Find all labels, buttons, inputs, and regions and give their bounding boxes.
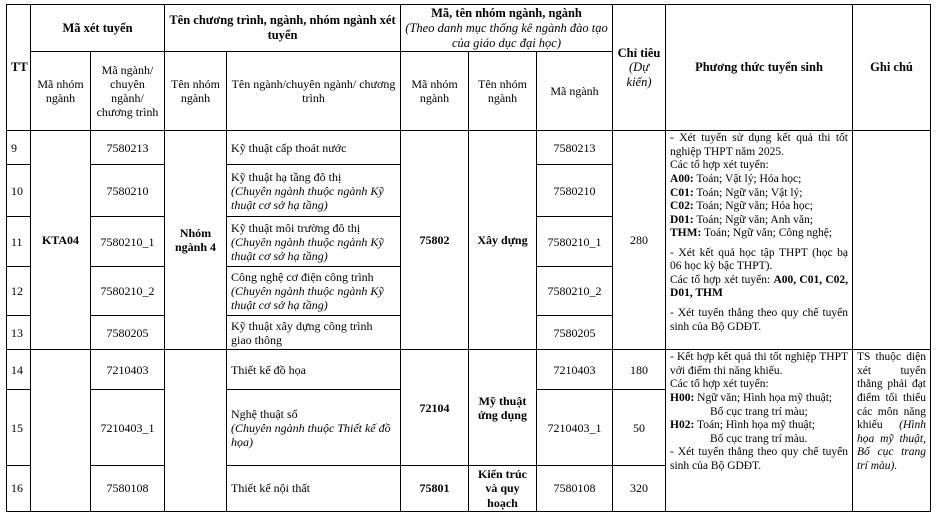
group-ma-nhom-empty — [31, 350, 91, 511]
row-ma-nganh: 7580210_2 — [537, 267, 613, 316]
row-ten: Kỹ thuật cấp thoát nước — [227, 131, 401, 165]
method-cell-2: - Kết hợp kết quả thi tốt nghiệp THPT với điểm thi năng khiếu. Các tổ hợp xét tuyển: H00: Ngữ văn; Hình họa mỹ thuật; Bố cục trang trí màu; H02: Toán; Hình họa mỹ thuật; Bố cục trang trí màu. - Xét tuyển thẳng theo quy chế tuyển sinh của Bộ GDĐT. — [666, 350, 853, 511]
admission-table — [6, 4, 931, 512]
row-ma-nganh: 7210403_1 — [537, 390, 613, 466]
note-cell-2: TS thuộc diện xét tuyển thẳng phải đạt điểm tối thiểu các môn năng khiếu (Hình họa mỹ thuật, Bố cục trang trí màu). — [853, 350, 931, 511]
row-ma: 7580210 — [91, 165, 165, 217]
row-chi-tieu: 180 — [613, 350, 666, 390]
row-ma: 7580213 — [91, 131, 165, 165]
header-ghi-chu: Ghi chú — [853, 5, 931, 131]
row-ma-nganh: 7580108 — [537, 466, 613, 511]
row-ten-nhom-tk: Kiến trúc và quy hoạch — [469, 466, 537, 511]
row-ma-nganh: 7210403 — [537, 350, 613, 390]
row-chi-tieu: 50 — [613, 390, 666, 466]
header-ten-chuong-trinh: Tên chương trình, ngành, nhóm ngành xét tuyển — [165, 5, 401, 52]
subheader-ma-nganh: Mã ngành — [537, 52, 613, 131]
row-ma-nganh: 7580210 — [537, 165, 613, 217]
table-row — [7, 131, 931, 165]
row-tt: 14 — [7, 350, 31, 390]
row-tt: 12 — [7, 267, 31, 316]
subheader-ten-nhom-nganh-2: Tên nhóm ngành — [469, 52, 537, 131]
note-cell-1 — [853, 131, 931, 350]
header-ma-ten-nhom: Mã, tên nhóm ngành, ngành (Theo danh mục thống kê ngành đào tạo của giáo dục đại học) — [401, 5, 613, 52]
group-ma-nhom: KTA04 — [31, 131, 91, 350]
row-ten: Kỹ thuật hạ tầng đô thị (Chuyên ngành thuộc ngành Kỹ thuật cơ sở hạ tầng) — [227, 165, 401, 217]
row-tt: 15 — [7, 390, 31, 466]
group-ma-nhom-tk: 75802 — [401, 131, 469, 350]
subheader-ma-nhom-nganh: Mã nhóm ngành — [31, 52, 91, 131]
subheader-ten-nhom-nganh: Tên nhóm ngành — [165, 52, 227, 131]
row-ma: 7580210_1 — [91, 217, 165, 267]
subheader-ten-nganh-chuyen: Tên ngành/chuyên ngành/ chương trình — [227, 52, 401, 131]
row-ma: 7210403 — [91, 350, 165, 390]
row-ten: Thiết kế nội thất — [227, 466, 401, 511]
row-ma: 7580108 — [91, 466, 165, 511]
group-ten-nhom-tk: Xây dựng — [469, 131, 537, 350]
header-phuong-thuc: Phương thức tuyển sinh — [666, 5, 853, 131]
row-ma: 7580205 — [91, 316, 165, 350]
row-tt: 13 — [7, 316, 31, 350]
group-ten-nhom: Nhóm ngành 4 — [165, 131, 227, 350]
table-row — [7, 350, 931, 390]
group-ten-nhom-tk-2: Mỹ thuật ứng dụng — [469, 350, 537, 466]
row-ten: Kỹ thuật môi trường đô thị (Chuyên ngành thuộc ngành Kỹ thuật cơ sở hạ tầng) — [227, 217, 401, 267]
row-chi-tieu: 320 — [613, 466, 666, 511]
header-tt: TT — [7, 5, 31, 131]
row-ma: 7580210_2 — [91, 267, 165, 316]
row-tt: 16 — [7, 466, 31, 511]
row-tt: 9 — [7, 131, 31, 165]
group-ma-nhom-tk-2: 72104 — [401, 350, 469, 466]
row-ten: Công nghệ cơ điện công trình (Chuyên ngành thuộc ngành Kỹ thuật cơ sở hạ tầng) — [227, 267, 401, 316]
row-ten: Kỹ thuật xây dựng công trình giao thông — [227, 316, 401, 350]
row-ma: 7210403_1 — [91, 390, 165, 466]
subheader-ma-nhom-nganh-2: Mã nhóm ngành — [401, 52, 469, 131]
row-ma-nganh: 7580213 — [537, 131, 613, 165]
subheader-ma-nganh-chuyen: Mã ngành/ chuyên ngành/ chương trình — [91, 52, 165, 131]
row-ma-nganh: 7580205 — [537, 316, 613, 350]
row-tt: 11 — [7, 217, 31, 267]
group-ten-nhom-empty — [165, 350, 227, 511]
row-ten: Nghệ thuật số (Chuyên ngành thuộc Thiết kế đồ họa) — [227, 390, 401, 466]
group-chi-tieu: 280 — [613, 131, 666, 350]
row-ma-nhom-tk: 75801 — [401, 466, 469, 511]
row-ten: Thiết kế đồ họa — [227, 350, 401, 390]
row-ma-nganh: 7580210_1 — [537, 217, 613, 267]
header-chi-tieu: Chỉ tiêu (Dự kiến) — [613, 5, 666, 131]
method-cell-1: - Xét tuyển sử dụng kết quả thi tốt nghiệp THPT năm 2025. Các tổ hợp xét tuyển: A00: Toán; Vật lý; Hóa học; C01: Toán; Ngữ văn; Vật lý; C02: Toán; Ngữ văn; Hóa học; D01: Toán; Ngữ văn; Anh văn; THM: Toán; Ngữ văn; Công nghệ; - Xét kết quả học tập THPT (học bạ 06 học kỳ bậc THPT). Các tổ hợp xét tuyển: A00, C01, C02, D01, THM - Xét tuyển thẳng theo quy chế tuyển sinh của Bộ GDĐT. — [666, 131, 853, 350]
row-tt: 10 — [7, 165, 31, 217]
header-ma-xet-tuyen: Mã xét tuyển — [31, 5, 165, 52]
